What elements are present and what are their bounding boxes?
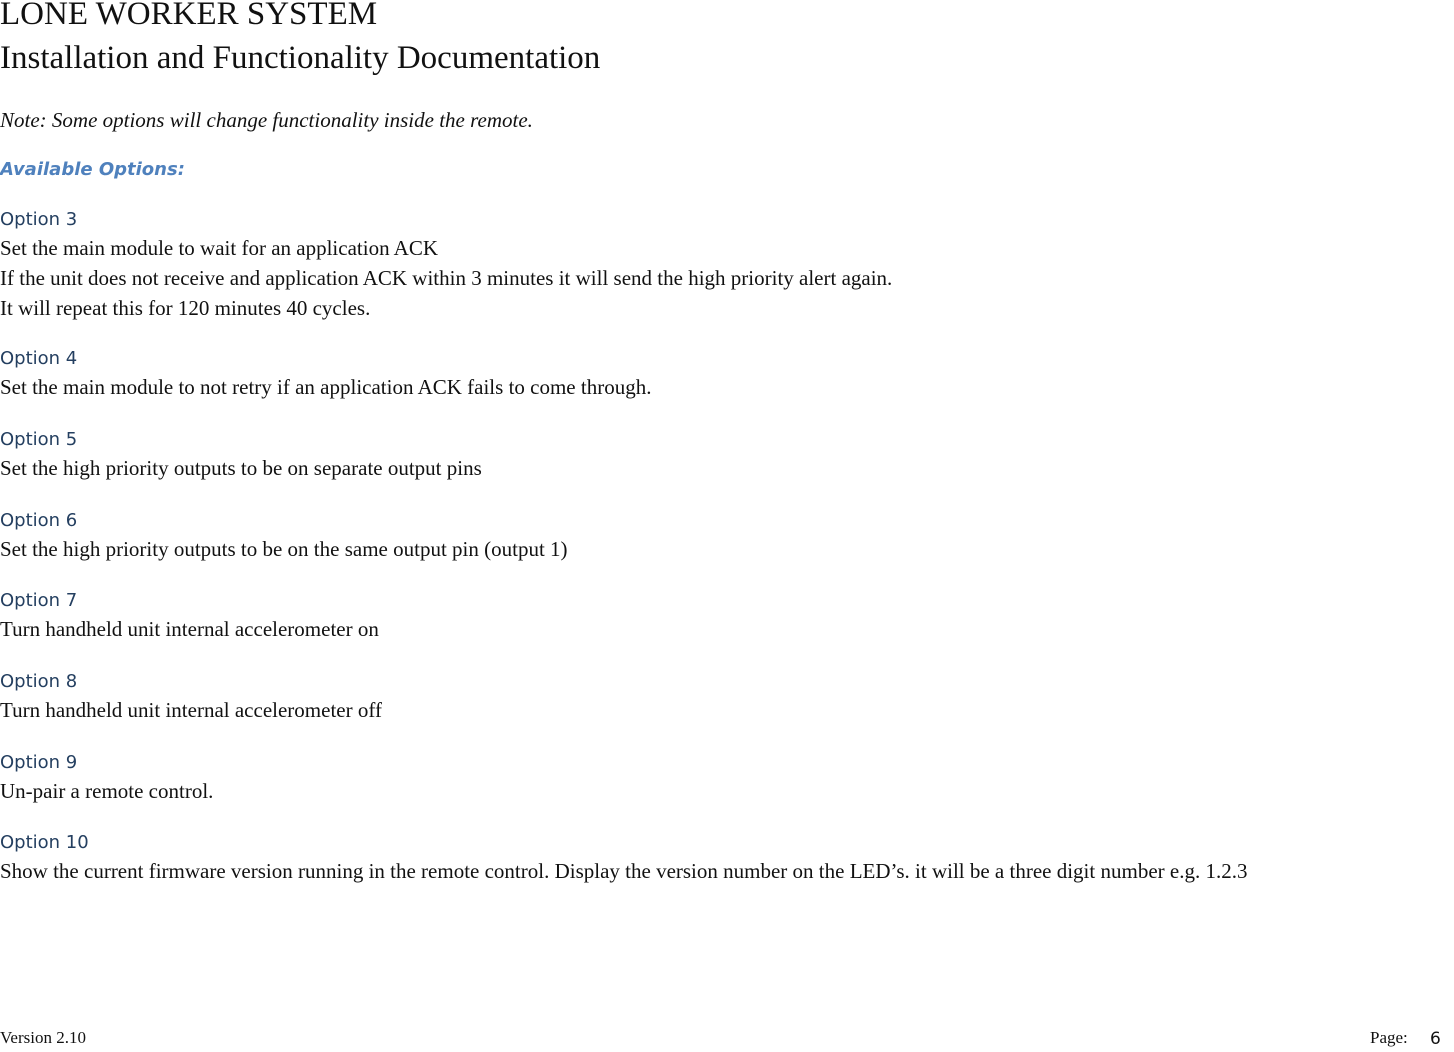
- note-text: Note: Some options will change functionality inside the remote.: [0, 108, 533, 132]
- option-3: [0, 207, 1454, 323]
- option-5: [0, 427, 1454, 483]
- option-4: [0, 346, 1454, 402]
- option-9: [0, 750, 1454, 806]
- option-description-line: If the unit does not receive and application ACK within 3 minutes it will send the high priority alert again.: [0, 266, 893, 290]
- option-description-line: Set the main module to wait for an application ACK: [0, 236, 438, 260]
- option-8: [0, 669, 1454, 725]
- option-7: [0, 588, 1454, 644]
- option-description-line: Set the main module to not retry if an application ACK fails to come through.: [0, 375, 652, 399]
- option-heading: Option 7: [0, 590, 78, 611]
- footer-page-label: Page:: [1370, 1028, 1408, 1047]
- option-heading: Option 5: [0, 429, 78, 450]
- option-6: [0, 508, 1454, 564]
- option-description-line: Turn handheld unit internal accelerometer off: [0, 698, 382, 722]
- option-description-line: It will repeat this for 120 minutes 40 cycles.: [0, 296, 371, 320]
- option-heading: Option 9: [0, 752, 78, 773]
- option-description-line: Un-pair a remote control.: [0, 779, 214, 803]
- option-heading: Option 10: [0, 832, 89, 853]
- option-description-paragraph: Show the current firmware version running in the remote control. Display the version number on the LED’s. it will be a three digit number e.g. 1.2.3: [0, 859, 1248, 883]
- option-description-line: Set the high priority outputs to be on the same output pin (output 1): [0, 537, 568, 561]
- option-description-line: Turn handheld unit internal accelerometer on: [0, 617, 379, 641]
- option-heading: Option 6: [0, 510, 78, 531]
- option-description-line: Set the high priority outputs to be on separate output pins: [0, 456, 482, 480]
- option-10: [0, 830, 1454, 886]
- option-heading: Option 3: [0, 209, 78, 230]
- footer-page-number: 6: [1430, 1029, 1441, 1049]
- title-line-2: Installation and Functionality Documentation: [0, 40, 601, 76]
- option-heading: Option 8: [0, 671, 78, 692]
- title-line-1: LONE WORKER SYSTEM: [0, 0, 378, 32]
- document-title: [0, 0, 600, 80]
- option-heading: Option 4: [0, 348, 78, 369]
- footer-version: Version 2.10: [0, 1028, 86, 1047]
- available-options-heading: Available Options:: [0, 159, 185, 180]
